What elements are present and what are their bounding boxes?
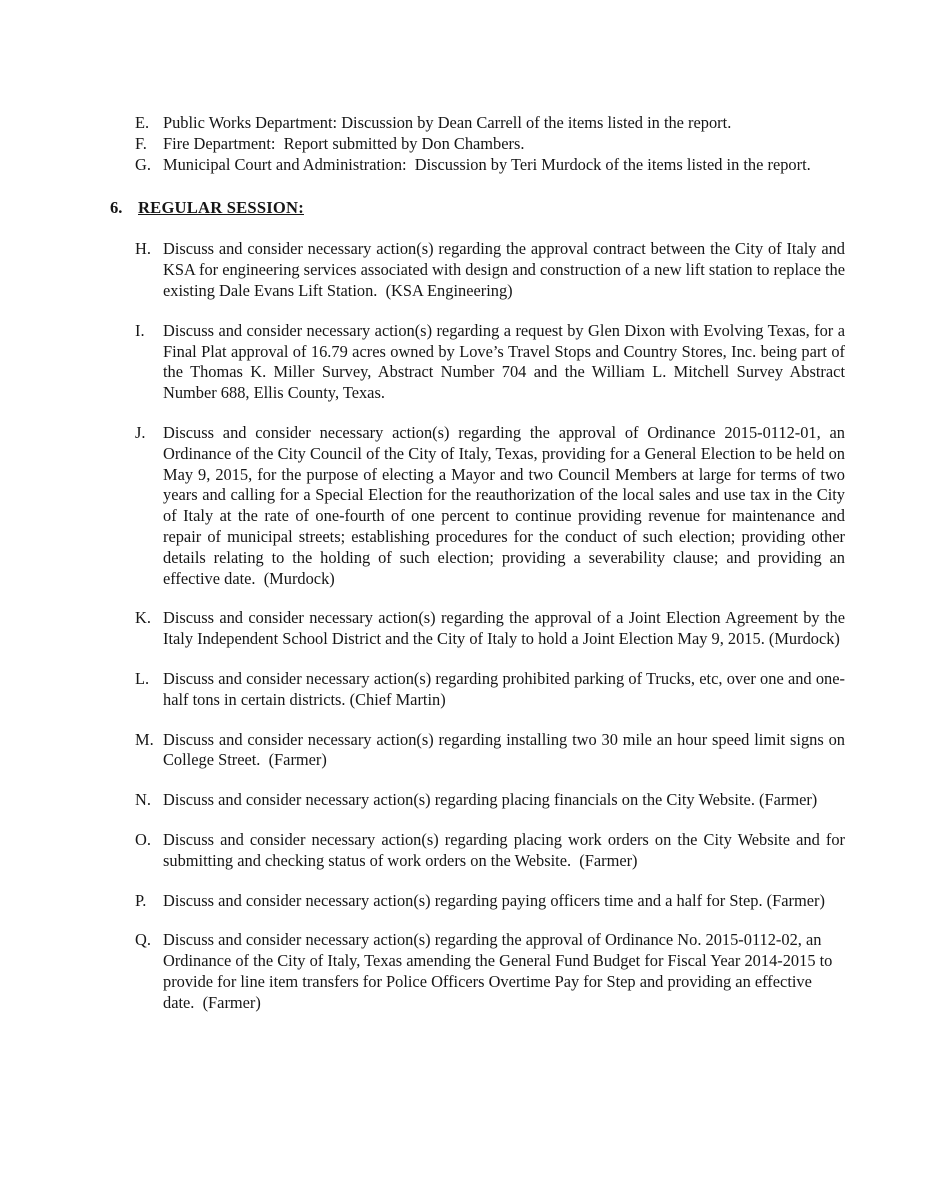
agenda-item-n: [135, 790, 845, 811]
item-text: Discuss and consider necessary action(s) regarding the approval of Ordinance No. 2015-0112-02, an Ordinance of the City of Italy, Texas amending the General Fund Budget for Fiscal Year 2014-2015 to provide for line item transfers for Police Officers Overtime Pay for Step and providing an effective date. (Farmer): [163, 930, 837, 1012]
regular-session-heading: [110, 197, 845, 218]
section-heading-text: REGULAR SESSION:: [138, 198, 304, 218]
item-text: Public Works Department: Discussion by Dean Carrell of the items listed in the report.: [163, 113, 732, 132]
item-text: Discuss and consider necessary action(s) regarding a request by Glen Dixon with Evolving Texas, for a Final Plat approval of 16.79 acres owned by Love’s Travel Stops and Country Stores, Inc. being part of the Thomas K. Miller Survey, Abstract Number 704 and the William L. Mitchell Survey Abstract Number 688, Ellis County, Texas.: [163, 320, 850, 403]
agenda-item-j: [135, 422, 850, 589]
agenda-item-p: [135, 891, 845, 912]
report-item-f: [135, 134, 845, 155]
item-letter: H.: [135, 239, 151, 259]
item-text: Discuss and consider necessary action(s) regarding the approval of a Joint Election Agreement by the Italy Independent School District and the City of Italy to hold a Joint Election May 9, 2015. (Murdock): [163, 608, 850, 649]
agenda-item-h: [135, 239, 850, 301]
item-text: Discuss and consider necessary action(s) regarding paying officers time and a half for Step. (Farmer): [163, 890, 825, 910]
item-letter: N.: [135, 790, 151, 810]
item-text: Discuss and consider necessary action(s) regarding prohibited parking of Trucks, etc, over one and one-half tons in certain districts. (Chief Martin): [163, 668, 845, 709]
agenda-item-m: [135, 729, 850, 772]
item-text: Discuss and consider necessary action(s) regarding installing two 30 mile an hour speed limit signs on College Street. (Farmer): [163, 729, 850, 770]
item-text: Discuss and consider necessary action(s) regarding placing work orders on the City Website and for submitting and checking status of work orders on the Website. (Farmer): [163, 829, 850, 870]
item-text: Discuss and consider necessary action(s) regarding the approval of Ordinance 2015-0112-01, an Ordinance of the City Council of the City of Italy, Texas, providing for a General Election to be held on May 9, 2015, for the purpose of electing a Mayor and two Council Members at large for terms of two years and calling for a Special Election for the reauthorization of the local sales and use tax in the City of Italy at the rate of one-fourth of one percent to continue providing revenue for maintenance and repair of municipal streets; establishing procedures for the conduct of such election; providing other details relating to the holding of such election; providing a severability clause; and providing an effective date. (Murdock): [163, 422, 850, 588]
agenda-item-q: [135, 930, 845, 1013]
report-item-g: [135, 155, 845, 176]
item-letter: O.: [135, 829, 151, 849]
item-letter: I.: [135, 320, 145, 340]
item-letter: K.: [135, 608, 151, 628]
item-letter: M.: [135, 729, 154, 749]
item-text: Discuss and consider necessary action(s) regarding the approval contract between the City of Italy and KSA for engineering services associated with design and construction of a new lift station to replace the existing Dale Evans Lift Station. (KSA Engineering): [163, 239, 850, 300]
agenda-item-i: [135, 320, 850, 404]
regular-session-items: [110, 239, 850, 1013]
item-text: Municipal Court and Administration: Discussion by Teri Murdock of the items listed in the report.: [163, 154, 811, 174]
agenda-item-l: [135, 669, 845, 711]
item-letter: G.: [135, 154, 151, 174]
item-letter: F.: [135, 133, 147, 153]
report-item-e: [135, 113, 845, 134]
item-text: Discuss and consider necessary action(s) regarding placing financials on the City Website. (Farmer): [163, 790, 818, 810]
item-letter: L.: [135, 668, 150, 688]
agenda-item-k: [135, 608, 850, 650]
item-text: Fire Department: Report submitted by Don Chambers.: [163, 133, 525, 153]
item-letter: J.: [135, 422, 146, 442]
item-letter: Q.: [135, 930, 151, 950]
section-number: 6.: [110, 198, 123, 218]
agenda-item-o: [135, 829, 850, 872]
report-items-list: [110, 113, 845, 175]
item-letter: E.: [135, 113, 150, 132]
item-letter: P.: [135, 890, 147, 910]
